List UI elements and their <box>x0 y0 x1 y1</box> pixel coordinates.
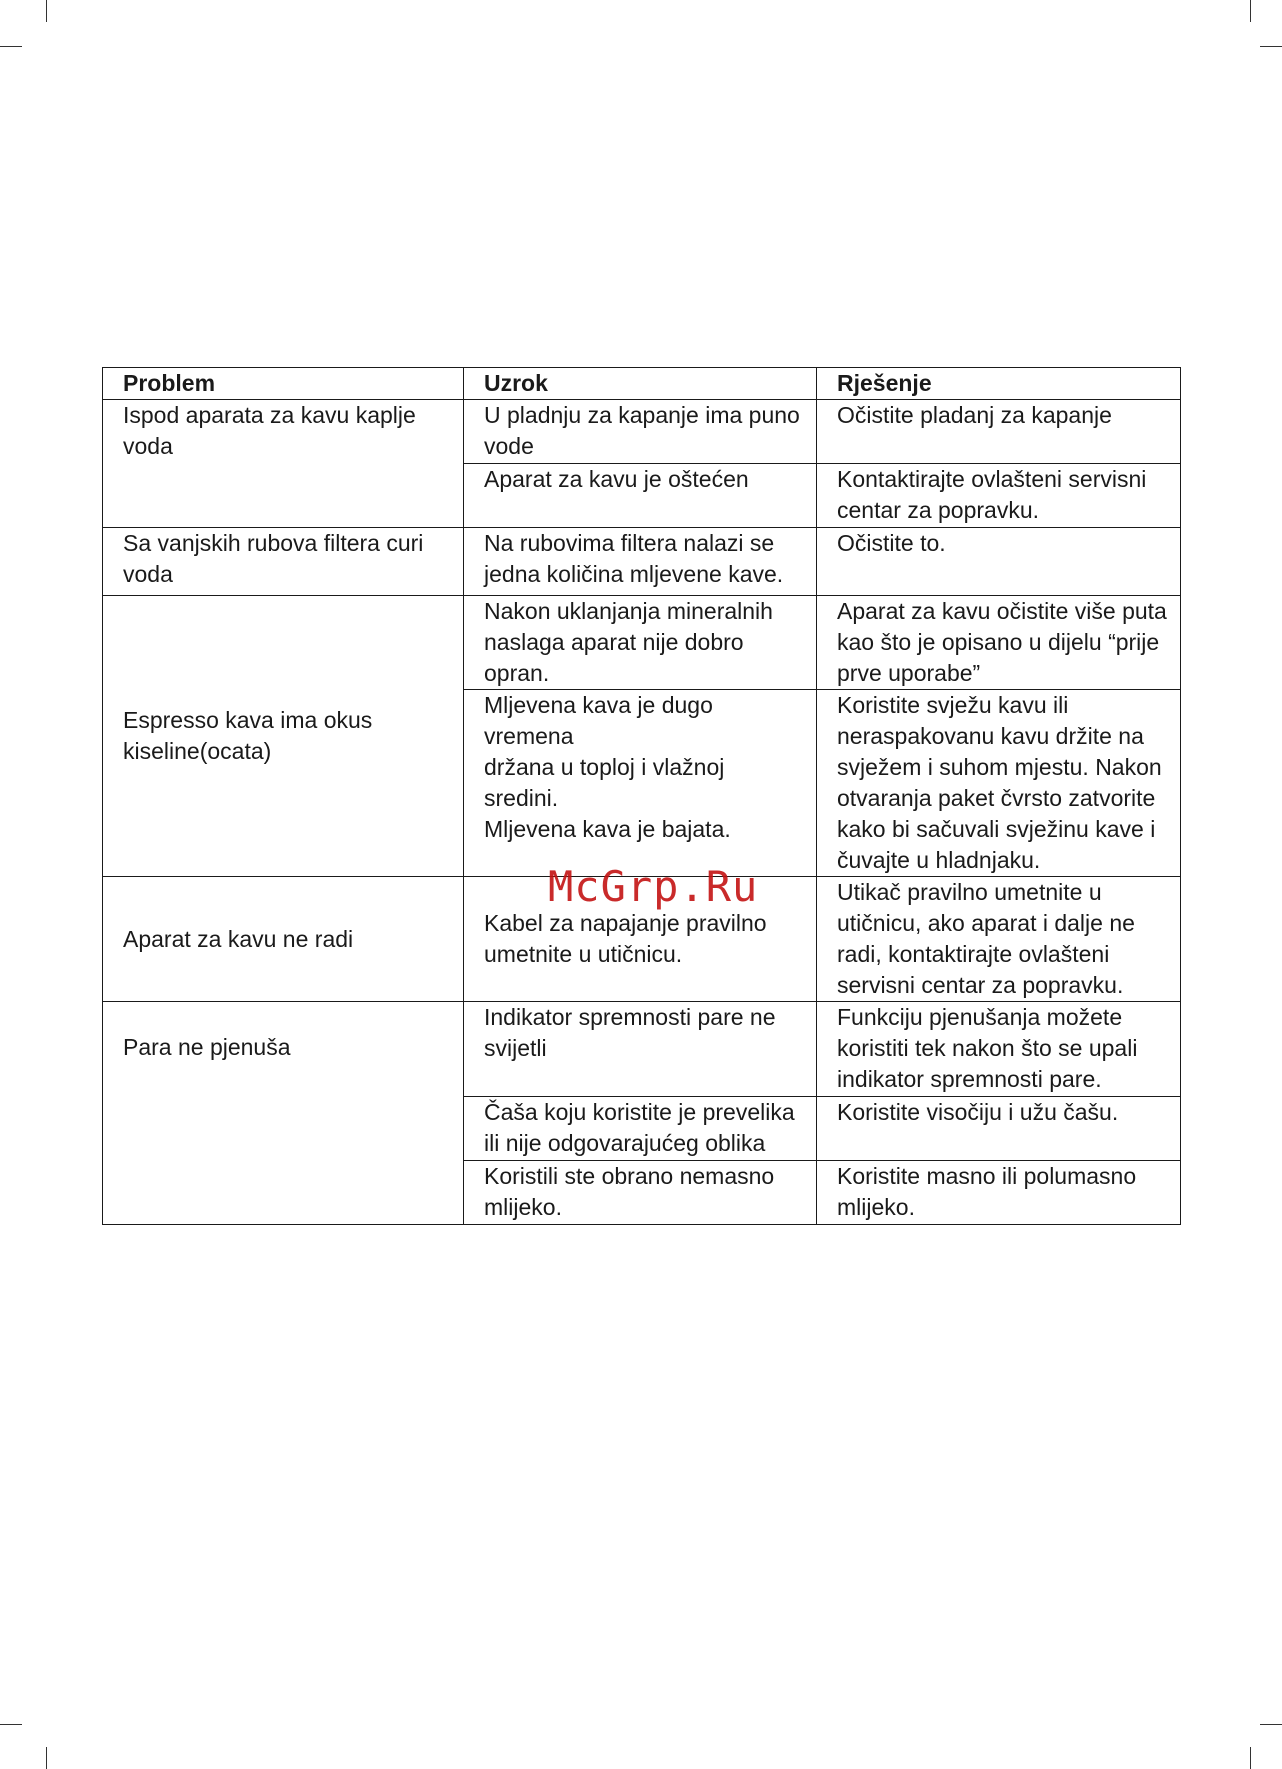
table-row <box>103 596 1181 690</box>
header-cause: Uzrok <box>464 368 817 400</box>
cause-cell: Na rubovima filtera nalazi se jedna količina mljevene kave. <box>464 528 817 596</box>
problem-cell: Para ne pjenuša <box>103 1002 464 1225</box>
header-row <box>103 368 1181 400</box>
solution-cell: Koristite masno ili polumasno mlijeko. <box>817 1161 1181 1225</box>
cause-cell: Čaša koju koristite je prevelika ili nije odgovarajućeg oblika <box>464 1097 817 1161</box>
watermark: McGrp.Ru <box>548 862 759 911</box>
problem-cell: Sa vanjskih rubova filtera curi voda <box>103 528 464 596</box>
cause-cell: Mljevena kava je dugo vremena držana u toploj i vlažnoj sredini. Mljevena kava je bajata. <box>464 690 817 877</box>
cause-cell: Kabel za napajanje pravilno umetnite u utičnicu. <box>464 877 817 1002</box>
crop-mark <box>0 1724 22 1725</box>
solution-cell: Koristite visočiju i užu čašu. <box>817 1097 1181 1161</box>
header-solution: Rješenje <box>817 368 1181 400</box>
troubleshooting-table <box>102 367 1181 1225</box>
crop-mark <box>1250 1747 1251 1769</box>
cause-cell: Aparat za kavu je oštećen <box>464 464 817 528</box>
crop-mark <box>46 0 47 22</box>
crop-mark <box>0 46 22 47</box>
crop-mark <box>46 1747 47 1769</box>
table-row <box>103 400 1181 464</box>
solution-cell: Koristite svježu kavu ili neraspakovanu kavu držite na svježem i suhom mjestu. Nakon otvaranja paket čvrsto zatvorite kako bi sačuvali svježinu kave i čuvajte u hladnjaku. <box>817 690 1181 877</box>
solution-cell: Očistite pladanj za kapanje <box>817 400 1181 464</box>
solution-cell: Utikač pravilno umetnite u utičnicu, ako aparat i dalje ne radi, kontaktirajte ovlašteni servisni centar za popravku. <box>817 877 1181 1002</box>
solution-cell: Aparat za kavu očistite više puta kao što je opisano u dijelu “prije prve uporabe” <box>817 596 1181 690</box>
table-row <box>103 528 1181 596</box>
cause-cell: Koristili ste obrano nemasno mlijeko. <box>464 1161 817 1225</box>
problem-cell: Espresso kava ima okus kiseline(ocata) <box>103 596 464 877</box>
solution-cell: Očistite to. <box>817 528 1181 596</box>
crop-mark <box>1250 0 1251 22</box>
cause-cell: U pladnju za kapanje ima puno vode <box>464 400 817 464</box>
solution-cell: Kontaktirajte ovlašteni servisni centar za popravku. <box>817 464 1181 528</box>
solution-cell: Funkciju pjenušanja možete koristiti tek nakon što se upali indikator spremnosti pare. <box>817 1002 1181 1097</box>
crop-mark <box>1260 46 1282 47</box>
crop-mark <box>1260 1724 1282 1725</box>
problem-cell: Aparat za kavu ne radi <box>103 877 464 1002</box>
cause-cell: Indikator spremnosti pare ne svijetli <box>464 1002 817 1097</box>
table-row <box>103 1002 1181 1097</box>
header-problem: Problem <box>103 368 464 400</box>
cause-cell: Nakon uklanjanja mineralnih naslaga aparat nije dobro opran. <box>464 596 817 690</box>
problem-cell: Ispod aparata za kavu kaplje voda <box>103 400 464 528</box>
